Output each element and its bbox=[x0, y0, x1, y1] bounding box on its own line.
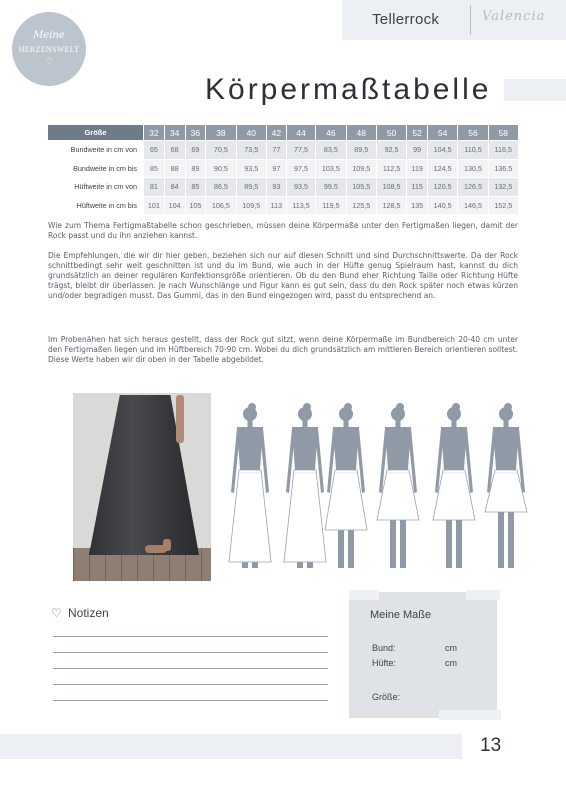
size-cell: 52 bbox=[407, 125, 428, 141]
table-row bbox=[48, 141, 519, 160]
table-cell: 65 bbox=[144, 141, 165, 160]
row-label: Hüftweite in cm von bbox=[48, 178, 144, 197]
table-cell: 136,5 bbox=[488, 159, 518, 178]
table-cell: 90,5 bbox=[206, 159, 236, 178]
size-cell: 50 bbox=[376, 125, 406, 141]
bund-unit: cm bbox=[445, 643, 457, 653]
table-cell: 84 bbox=[164, 178, 185, 197]
table-cell: 89,5 bbox=[346, 141, 376, 160]
table-cell: 124,5 bbox=[427, 159, 457, 178]
table-cell: 88 bbox=[164, 159, 185, 178]
size-cell: 40 bbox=[236, 125, 266, 141]
table-cell: 68 bbox=[164, 141, 185, 160]
table-cell: 119,5 bbox=[316, 196, 346, 215]
note-line[interactable] bbox=[53, 652, 328, 653]
table-cell: 128,5 bbox=[376, 196, 406, 215]
notes-title: Notizen bbox=[68, 606, 109, 620]
size-cell: 36 bbox=[185, 125, 206, 141]
size-cell: 42 bbox=[266, 125, 286, 141]
note-line[interactable] bbox=[53, 684, 328, 685]
table-cell: 152,5 bbox=[488, 196, 518, 215]
table-cell: 97 bbox=[266, 159, 286, 178]
table-cell: 73,5 bbox=[236, 141, 266, 160]
table-cell: 115 bbox=[407, 178, 428, 197]
figure-torso bbox=[441, 427, 467, 470]
title-accent-bar bbox=[504, 79, 566, 101]
table-cell: 99 bbox=[407, 141, 428, 160]
table-cell: 110,5 bbox=[458, 141, 488, 160]
note-line[interactable] bbox=[53, 636, 328, 637]
table-cell: 116,5 bbox=[488, 141, 518, 160]
huefte-label: Hüfte: bbox=[372, 658, 397, 668]
table-cell: 93,5 bbox=[286, 178, 315, 197]
figure-neck bbox=[344, 420, 349, 427]
table-cell: 104 bbox=[164, 196, 185, 215]
table-cell: 112,5 bbox=[376, 159, 406, 178]
groesse-label: Größe: bbox=[372, 692, 401, 702]
table-row bbox=[48, 159, 519, 178]
figure-hair-bun bbox=[248, 403, 256, 411]
figure-hair-bun bbox=[396, 403, 404, 411]
brand-logo bbox=[12, 12, 86, 86]
table-cell: 113,5 bbox=[286, 196, 315, 215]
skirt-length-figures bbox=[218, 400, 528, 572]
size-cell: 32 bbox=[144, 125, 165, 141]
table-cell: 69 bbox=[185, 141, 206, 160]
table-cell: 99,5 bbox=[316, 178, 346, 197]
figure-hair-bun bbox=[303, 403, 311, 411]
recommendation-paragraph: Die Empfehlungen, die wir dir hier geben, beziehen sich nur auf diesen Schnitt und sind Durchschnittswerte. Da der Rock schnittbedingt sehr weit geschnitten ist und du im Bund, wie auch in der Hüfte genug Spielraum hast, kannst du dich grundsätzlich an deiner regulären Konfektionsgröße orientieren. Ob du den Bund eher Richtung Taille oder Richtung Hüfte trägst, bleibt dir überlassen. Je nach Wunschlänge und Figur kann es gut sein, dass du den Rock später noch etwas kürzen und/oder begradigen musst. Das Gummi, das in den Bund eingezogen wird, passt du entsprechend an. bbox=[48, 251, 518, 300]
figure-torso bbox=[493, 427, 519, 470]
table-cell: 93,5 bbox=[236, 159, 266, 178]
size-cell: 44 bbox=[286, 125, 315, 141]
measures-title: Meine Maße bbox=[370, 609, 432, 621]
table-cell: 126,5 bbox=[458, 178, 488, 197]
intro-paragraph: Wie zum Thema Fertigmaßtabelle schon geschrieben, müssen deine Körpermaße unter den Fertigmaßen liegen, damit der Rock passt und du ihn anziehen kannst. bbox=[48, 221, 518, 240]
table-cell: 130,5 bbox=[458, 159, 488, 178]
size-header-row bbox=[48, 125, 519, 141]
figure-torso bbox=[333, 427, 359, 470]
table-cell: 92,5 bbox=[376, 141, 406, 160]
size-cell: 34 bbox=[164, 125, 185, 141]
size-cell: 48 bbox=[346, 125, 376, 141]
row-label: Hüftweite in cm bis bbox=[48, 196, 144, 215]
table-cell: 109,5 bbox=[346, 159, 376, 178]
table-cell: 146,5 bbox=[458, 196, 488, 215]
table-cell: 125,5 bbox=[346, 196, 376, 215]
table-cell: 113 bbox=[266, 196, 286, 215]
size-cell: 56 bbox=[458, 125, 488, 141]
skirt-photo bbox=[73, 393, 211, 581]
table-row bbox=[48, 178, 519, 197]
logo-heart-icon: ♡ bbox=[45, 57, 53, 66]
figure-torso bbox=[237, 427, 263, 470]
table-cell: 93 bbox=[266, 178, 286, 197]
size-cell: 58 bbox=[488, 125, 518, 141]
row-label: Bundweite in cm bis bbox=[48, 159, 144, 178]
note-line[interactable] bbox=[53, 668, 328, 669]
size-cell: 46 bbox=[316, 125, 346, 141]
logo-script-text: Meine bbox=[33, 30, 65, 41]
table-cell: 70,5 bbox=[206, 141, 236, 160]
huefte-unit: cm bbox=[445, 658, 457, 668]
table-cell: 77 bbox=[266, 141, 286, 160]
size-cell: 38 bbox=[206, 125, 236, 141]
table-cell: 109,5 bbox=[236, 196, 266, 215]
table-cell: 105 bbox=[185, 196, 206, 215]
table-cell: 89,5 bbox=[236, 178, 266, 197]
figure-neck bbox=[396, 420, 401, 427]
testing-paragraph: Im Probenähen hat sich heraus gestellt, dass der Rock gut sitzt, wenn deine Körpermaße im Bundbereich 20-40 cm unter den Fertigmaßen liegen und im Hüftbereich 70-90 cm. Wobei du dich grundsätzlich am mittleren Bereich orientieren solltest. Diese Werte haben wir dir oben in der Tabelle abgebildet. bbox=[48, 335, 518, 364]
table-cell: 120,5 bbox=[427, 178, 457, 197]
tape-strip bbox=[466, 590, 500, 600]
table-cell: 86,5 bbox=[206, 178, 236, 197]
figure-neck bbox=[452, 420, 457, 427]
table-cell: 85 bbox=[144, 159, 165, 178]
table-cell: 119 bbox=[407, 159, 428, 178]
page-number: 13 bbox=[480, 735, 502, 756]
figure-neck bbox=[248, 420, 253, 427]
table-cell: 108,5 bbox=[376, 178, 406, 197]
figure-neck bbox=[504, 420, 509, 427]
header-divider bbox=[470, 5, 471, 35]
table-row bbox=[48, 196, 519, 215]
figure-hair-bun bbox=[452, 403, 460, 411]
logo-wordmark: HERZENSWELT bbox=[18, 45, 80, 54]
figure-torso bbox=[385, 427, 411, 470]
figure-skirt bbox=[229, 470, 271, 562]
figure-hair-bun bbox=[504, 403, 512, 411]
table-cell: 83,5 bbox=[316, 141, 346, 160]
tape-strip bbox=[349, 590, 379, 600]
table-cell: 101 bbox=[144, 196, 165, 215]
figure-neck bbox=[303, 420, 308, 427]
table-cell: 97,5 bbox=[286, 159, 315, 178]
tape-strip bbox=[439, 710, 501, 720]
page-title: Körpermaßtabelle bbox=[205, 73, 492, 106]
pattern-variant: Valencia bbox=[482, 9, 546, 24]
table-cell: 81 bbox=[144, 178, 165, 197]
table-cell: 104,5 bbox=[427, 141, 457, 160]
size-table bbox=[47, 124, 519, 215]
table-cell: 85 bbox=[185, 178, 206, 197]
bund-label: Bund: bbox=[372, 643, 396, 653]
table-cell: 135 bbox=[407, 196, 428, 215]
pattern-name: Tellerrock bbox=[372, 11, 440, 28]
table-cell: 77,5 bbox=[286, 141, 315, 160]
figure-hair-bun bbox=[344, 403, 352, 411]
size-header-label: Größe bbox=[48, 125, 144, 141]
heart-icon: ♡ bbox=[51, 606, 62, 620]
figure-torso bbox=[292, 427, 318, 470]
table-cell: 106,5 bbox=[206, 196, 236, 215]
table-cell: 105,5 bbox=[346, 178, 376, 197]
table-cell: 103,5 bbox=[316, 159, 346, 178]
footer-band bbox=[0, 734, 462, 759]
row-label: Bundweite in cm von bbox=[48, 141, 144, 160]
figure-skirt bbox=[284, 470, 326, 562]
table-cell: 140,5 bbox=[427, 196, 457, 215]
table-cell: 89 bbox=[185, 159, 206, 178]
note-line[interactable] bbox=[53, 700, 328, 701]
table-cell: 132,5 bbox=[488, 178, 518, 197]
size-cell: 54 bbox=[427, 125, 457, 141]
